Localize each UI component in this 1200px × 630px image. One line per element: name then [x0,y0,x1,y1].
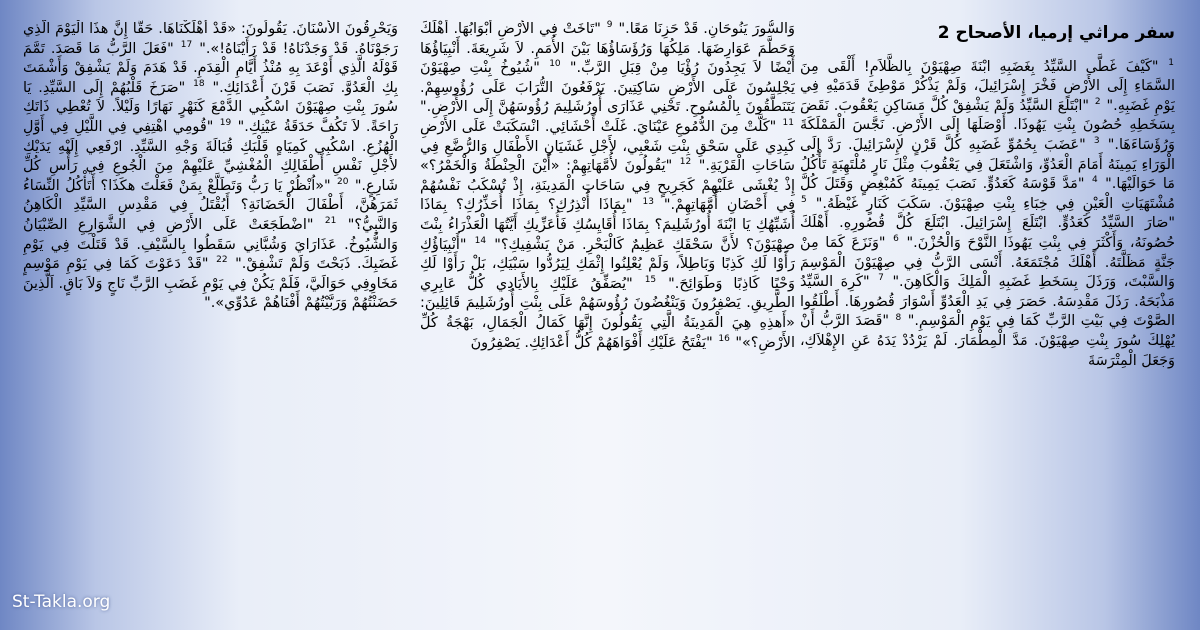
verse-text: "ابْتَلَعَ السَّيِّدُ وَلَمْ يَشْفِقْ كُلَّ مَسَاكِنِ يَعْقُوبَ. نَقَضَ بِسَخَطِهِ حُصُونَ بِنْتِ يَهُوذَا. أَوْصَلَهَا إِلَى الأَرْضِ. نَجَّسَ الْمَمْلَكَةَ وَرُؤَسَاءَهَا." [800,97,1175,153]
verse-number: 19 [219,118,232,129]
verse-text: "كَلَّتْ مِنَ الدُّمُوعِ عَيْنَايَ. غَلَتْ أَحْشَائِي. انْسَكَبَتْ عَلَى الأَرْضِ كَبِدِي عَلَى سَحْقِ بِنْتِ شَعْبِي، لأَجْلِ غَشَيَانِ الأَطْفَالِ وَالرُّضَّعِ فِي سَاحَاتِ الْقَرْيَةِ." [420,118,795,175]
verse-text: "أَنْبِيَاؤُكِ رَأَوْا لَكِ كَذِبًا وَبَاطِلاً، وَلَمْ يُعْلِنُوا إِثْمَكِ لِيَرُدُّوا سَبْيَكِ، بَلْ رَأَوْا لَكِ وَحْيًا كَاذِبًا وَطَوَائِحَ." [420,236,795,292]
verse-number: 9 [606,20,613,31]
verse-number: 11 [782,118,794,129]
verse-number: 2 [1094,96,1101,107]
verse-text: "فَعَلَ الرَّبُّ مَا قَصَدَ. تَمَّمَ قَوْلَهُ الَّذِي أَوْعَدَ بِهِ مُنْذُ أَيَّامِ الْقِدَمِ. قَدْ هَدَمَ وَلَمْ يَشْفِقْ وَأَشْمَتَ بِكِ الْعَدُوَّ. نَصَبَ قَرْنَ أَعْدَائِكِ." [23,40,398,96]
verse-number: 6 [893,234,899,245]
verse-number: 14 [474,235,487,246]
verse-number: 13 [642,196,654,207]
verse-text: "بِمَاذَا أُنْذِرُكِ؟ بِمَاذَا أُحَذِّرُكِ؟ بِمَاذَا أُشَبِّهُكِ يَا ابْنَةَ أُورُشَلِيمَ؟ بِمَاذَا أُقَايِسُكِ فَأُعَزِّيكِ أَيَّتُهَا الْعَذْرَاءُ بِنْتَ صِهْيَوْنَ؟ لأَنَّ سَحْقَكِ عَظِيمٌ كَالْبَحْرِ. مَنْ يَشْفِيكِ؟" [420,197,795,253]
verse-text: "صَرَخَ قَلْبُهُمْ إِلَى السَّيِّدِ. يَا سُورَ بِنْتِ صِهْيَوْنَ اسْكُبِي الدَّمْعَ كَنَهْرٍ نَهَارًا وَلَيْلاً. لاَ تُعْطِي ذَاتَكِ رَاحَةً. لاَ تَكُفَّ حَدَقَةُ عَيْنِكِ." [23,79,398,135]
column-left [23,20,398,615]
verse-text: "«اُنْظُرْ يَا رَبُّ وَتَطَلَّعْ بِمَنْ فَعَلْتَ هكَذَا؟ أَتَأْكُلُ النِّسَاءُ ثَمَرَهُنَّ، أَطْفَالَ الْحَضَانَةِ؟ أَيُقْتَلُ فِي مَقْدِسِ السَّيِّدِ الْكَاهِنُ وَالنَّبِيُّ؟" [23,177,398,233]
verse-text: "يَقُولُونَ لأُمَّهَاتِهِمْ: «أَيْنَ الْحِنْطَةُ وَالْخَمْرُ؟» إِذْ يُغْشَى عَلَيْهِمْ كَجَرِيحٍ فِي سَاحَاتِ الْمَدِينَةِ، إِذْ تُسْكَبُ نَفْسُهُمْ فِي أَحْضَانِ أُمَّهَاتِهِمْ." [420,158,795,214]
verse-text: "كَيْفَ غَطَّى السَّيِّدُ بِغَضَبِهِ ابْنَةَ صِهْيَوْنَ بِالظَّلاَمِ! أَلْقَى مِنَ السَّمَاءِ إِلَى الأَرْضِ فَخْرَ إِسْرَائِيلَ، وَلَمْ يَذْكُرْ مَوْطِئَ قَدَمَيْهِ فِي يَوْمِ غَضَبِهِ." [800,58,1175,114]
verse-number: 3 [1093,136,1100,147]
verse-text: "عَضَبَ بِحُمُوِّ غَضَبِهِ كُلَّ قَرْنٍ لإِسْرَائِيلَ. رَدَّ إِلَى الْوَرَاءِ يَمِينَهُ أَمَامَ الْعَدُوِّ، وَاشْتَعَلَ فِي يَعْقُوبَ مِثْلَ نَارٍ مُلْتَهِبَةٍ تَأْكُلُ مَا حَوَالَيْهَا." [800,136,1175,193]
verse-text: "وَنَزَعَ كَمَا مِنْ جَنَّةٍ مَظَلَّتَهُ. أَهْلَكَ مُجْتَمَعَهُ. أَنْسَى الرَّبُّ فِي صِهْيَوْنَ الْمَوْسِمَ وَالسَّبْتَ، وَرَذَلَ بِسَخَطِ غَضَبِهِ الْمَلِكَ وَالْكَاهِنَ." [800,234,1175,291]
verse-number: 1 [1168,57,1175,68]
column-text [800,58,1175,372]
verse-text: "كَرِهَ السَّيِّدُ مَذْبَحَهُ. رَذَلَ مَقْدِسَهُ. حَصَرَ فِي يَدِ الْعَدُوِّ أَسْوَارَ قُصُورِهَا. أَطْلَقُوا الصَّوْتَ فِي بَيْتِ الرَّبِّ كَمَا فِي يَوْمِ الْمَوْسِمِ." [800,274,1175,330]
column-middle [420,20,795,615]
verse-text: "يُصَفِّقُ عَلَيْكِ بِالأَيَادِي كُلُّ عَابِرِي الطَّرِيقِ. يَصْفِرُونَ وَيَنْغُضُونَ رُؤُوسَهُمْ عَلَى بِنْتِ أُورُشَلِيمَ قَائِلِينَ: «أَهذِهِ هِيَ الْمَدِينَةُ الَّتِي يَقُولُونَ إِنَّهَا كَمَالُ الْجَمَالِ، بَهْجَةُ كُلِّ الأَرْضِ؟»" [420,275,795,351]
column-text [23,20,398,314]
verse-text: "اضْطَجَعَتْ عَلَى الأَرْضِ فِي الشَّوَارِعِ الصِّبْيَانُ وَالشُّيُوخُ. عَذَارَايَ وَشُبَّانِي سَقَطُوا بِالسَّيْفِ. قَدْ قَتَلْتَ فِي يَوْمِ غَضَبِكَ. ذَبَحْتَ وَلَمْ تَشْفِقْ." [23,216,398,273]
verse-text: "قَدْ دَعَوْتَ كَمَا فِي يَوْمِ مَوْسِمٍ مَخَاوِفِي حَوَالَيَّ، فَلَمْ يَكُنْ فِي يَوْمِ غَضَبِ الرَّبِّ نَاجٍ وَلاَ بَاقٍ. اَلَّذِينَ حَضَنْتُهُمْ وَرَبَّيْتُهُمْ أَفْنَاهُمْ عَدُوِّي»." [23,256,398,312]
verse-number: 12 [679,157,692,168]
verse-number: 8 [895,312,902,323]
verse-text: وَيَحْرِقُونَ الأَسْنَانَ. يَقُولُونَ: «قَدْ أَهْلَكْنَاهَا. حَقًّا إِنَّ هذَا الْيَوْمَ الَّذِي رَجَوْنَاهُ. قَدْ وَجَدْنَاهُ! قَدْ رَأَيْنَاهُ!»." [23,21,398,57]
page-title: سفر مراثي إرميا، الأصحاح 2 [937,23,1175,43]
verse-text: "يَفْتَحُ عَلَيْكِ أَفْوَاهَهُمْ كُلُّ أَعْدَائِكِ. يَصْفِرُونَ [470,334,713,351]
verse-number: 16 [718,333,730,344]
verse-number: 18 [193,78,205,89]
verse-number: 7 [878,273,884,284]
verse-number: 10 [549,59,561,70]
verse-number: 21 [324,216,337,227]
verse [471,335,731,351]
column-text [420,20,795,353]
verse-number: 4 [1091,175,1098,186]
verse [619,21,796,37]
verse-text: "تَاخَتْ فِي الأَرْضِ أَبْوَابُهَا. أَهْلَكَ وَحَطَّمَ عَوَارِضَهَا. مَلِكُهَا وَرُؤَسَاؤُهَا بَيْنَ الأُمَمِ. لاَ شَرِيعَةَ. أَنْبِيَاؤُهَا أَيْضًا لاَ يَجِدُونَ رُؤْيَا مِنْ قِبَلِ الرَّبِّ." [420,21,795,77]
verse-number: 5 [801,194,807,205]
verse-number: 15 [644,274,657,285]
verse-text: "قَصَدَ الرَّبُّ أَنْ يُهْلِكَ سُورَ بِنْتِ صِهْيَوْنَ. مَدَّ الْمِطْمَارَ. لَمْ يَرْدُدْ يَدَهُ عَنِ الإِهْلاَكِ، وَجَعَلَ الْمِتْرَسَةَ [800,313,1175,369]
verse-text: "قُومِي اهْتِفِي فِي اللَّيْلِ فِي أَوَّلِ الْهُزُعِ. اسْكُبِي كَمِيَاهٍ قَلْبَكِ قُبَالَةَ وَجْهِ السَّيِّدِ. ارْفَعِي إِلَيْهِ يَدَيْكِ لأَجْلِ نَفْسِ أَطْفَالِكِ الْمُغْشِيِّ عَلَيْهِمْ مِنَ الْجُوعِ فِي رَأْسِ كُلِّ شَارِعٍ." [23,118,398,194]
site-watermark: St-Takla.org [12,592,111,612]
column-right [800,20,1175,615]
verse-number: 20 [337,176,349,187]
verse-text: "مَدَّ قَوْسَهُ كَعَدُوٍّ. نَصَبَ يَمِينَهُ كَمُبْغِضٍ وَقَتَلَ كُلَّ مُشْتَهَيَاتِ الْعَيْنِ فِي خِبَاءِ بِنْتِ صِهْيَوْنَ. سَكَبَ كَنَارٍ غَيْظَهُ." [800,176,1175,212]
verse-text: "شُيُوخُ بِنْتِ صِهْيَوْنَ يَجْلِسُونَ عَلَى الأَرْضِ سَاكِتِينَ. يَرْفَعُونَ التُّرَابَ عَلَى رُؤُوسِهِمْ. يَتَنَطَّقُونَ بِالْمُسُوحِ. تَحْنِي عَذَارَى أُورُشَلِيمَ رُؤُوسَهُنَّ إِلَى الأَرْضِ." [420,60,795,116]
verse-text: "صَارَ السَّيِّدُ كَعَدُوٍّ. ابْتَلَعَ إِسْرَائِيلَ. ابْتَلَعَ كُلَّ قُصُورِهِ. أَهْلَكَ حُصُونَهُ، وَأَكْثَرَ فِي بِنْتِ يَهُوذَا النَّوْحَ وَالْحُزْنَ." [800,215,1175,251]
verse-number: 17 [180,39,193,50]
verse-text: وَالسُّورَ يَنُوحَانِ. قَدْ حَزِنَا مَعًا." [618,21,795,37]
verse-number: 22 [216,255,228,266]
